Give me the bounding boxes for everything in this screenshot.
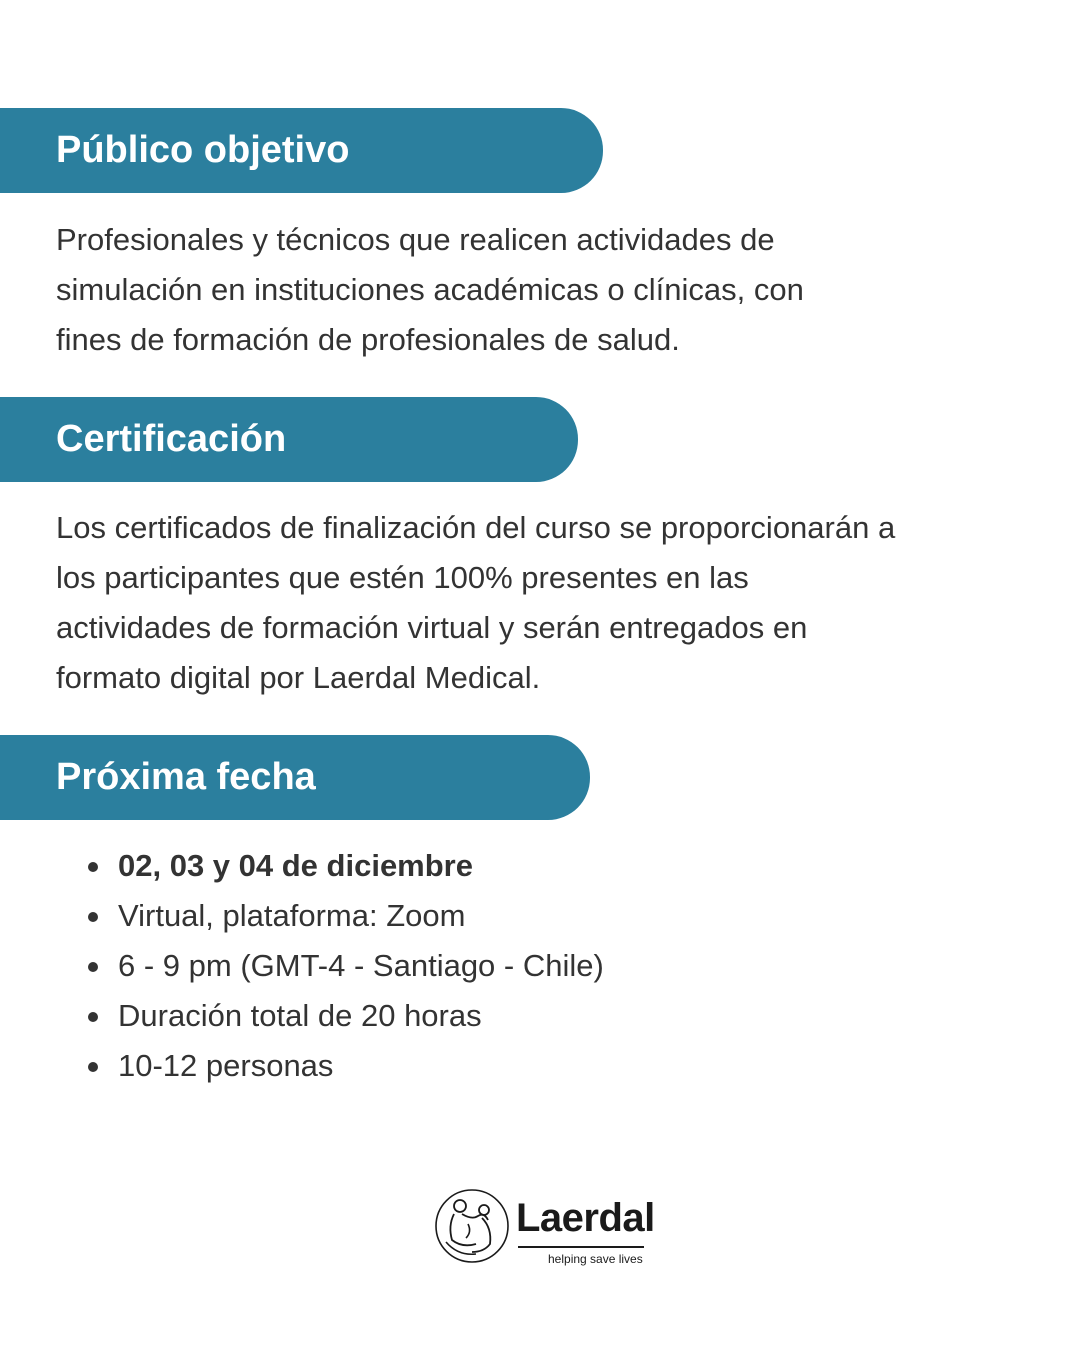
section-heading-certificacion [0, 397, 578, 482]
list-item [88, 941, 604, 991]
bullet-icon [88, 1062, 98, 1072]
paragraph-line: formato digital por Laerdal Medical. [56, 660, 541, 695]
list-item-text: Duración total de 20 horas [118, 998, 482, 1033]
list-item [88, 991, 604, 1041]
paragraph-line: fines de formación de profesionales de salud. [56, 322, 680, 357]
list-item [88, 1041, 604, 1091]
paragraph-line: Profesionales y técnicos que realicen actividades de [56, 222, 775, 257]
list-item-text: 10-12 personas [118, 1048, 334, 1083]
list-item [88, 891, 604, 941]
logo-tagline: helping save lives [548, 1252, 643, 1266]
list-item-text: Virtual, plataforma: Zoom [118, 898, 466, 933]
logo-wordmark: Laerdal [516, 1196, 655, 1240]
paragraph-line: los participantes que estén 100% presentes en las [56, 560, 749, 595]
paragraph-line: actividades de formación virtual y serán entregados en [56, 610, 808, 645]
list-item [88, 841, 604, 891]
laerdal-logo [432, 1186, 655, 1276]
section-heading-text: Próxima fecha [56, 756, 316, 798]
proxima-fecha-list [88, 841, 604, 1091]
bullet-icon [88, 1012, 98, 1022]
list-item-text: 6 - 9 pm (GMT-4 - Santiago - Chile) [118, 948, 604, 983]
section-heading-publico-objetivo [0, 108, 603, 193]
bullet-icon [88, 862, 98, 872]
section-heading-proxima-fecha [0, 735, 590, 820]
publico-objetivo-paragraph [56, 215, 804, 365]
laerdal-emblem-icon [432, 1186, 512, 1266]
bullet-icon [88, 912, 98, 922]
paragraph-line: simulación en instituciones académicas o clínicas, con [56, 272, 804, 307]
section-heading-text: Certificación [56, 418, 287, 460]
certificacion-paragraph [56, 503, 895, 703]
section-heading-text: Público objetivo [56, 129, 350, 171]
paragraph-line: Los certificados de finalización del curso se proporcionarán a [56, 510, 896, 545]
logo-divider [518, 1246, 644, 1248]
bullet-icon [88, 962, 98, 972]
list-item-text: 02, 03 y 04 de diciembre [118, 848, 473, 883]
